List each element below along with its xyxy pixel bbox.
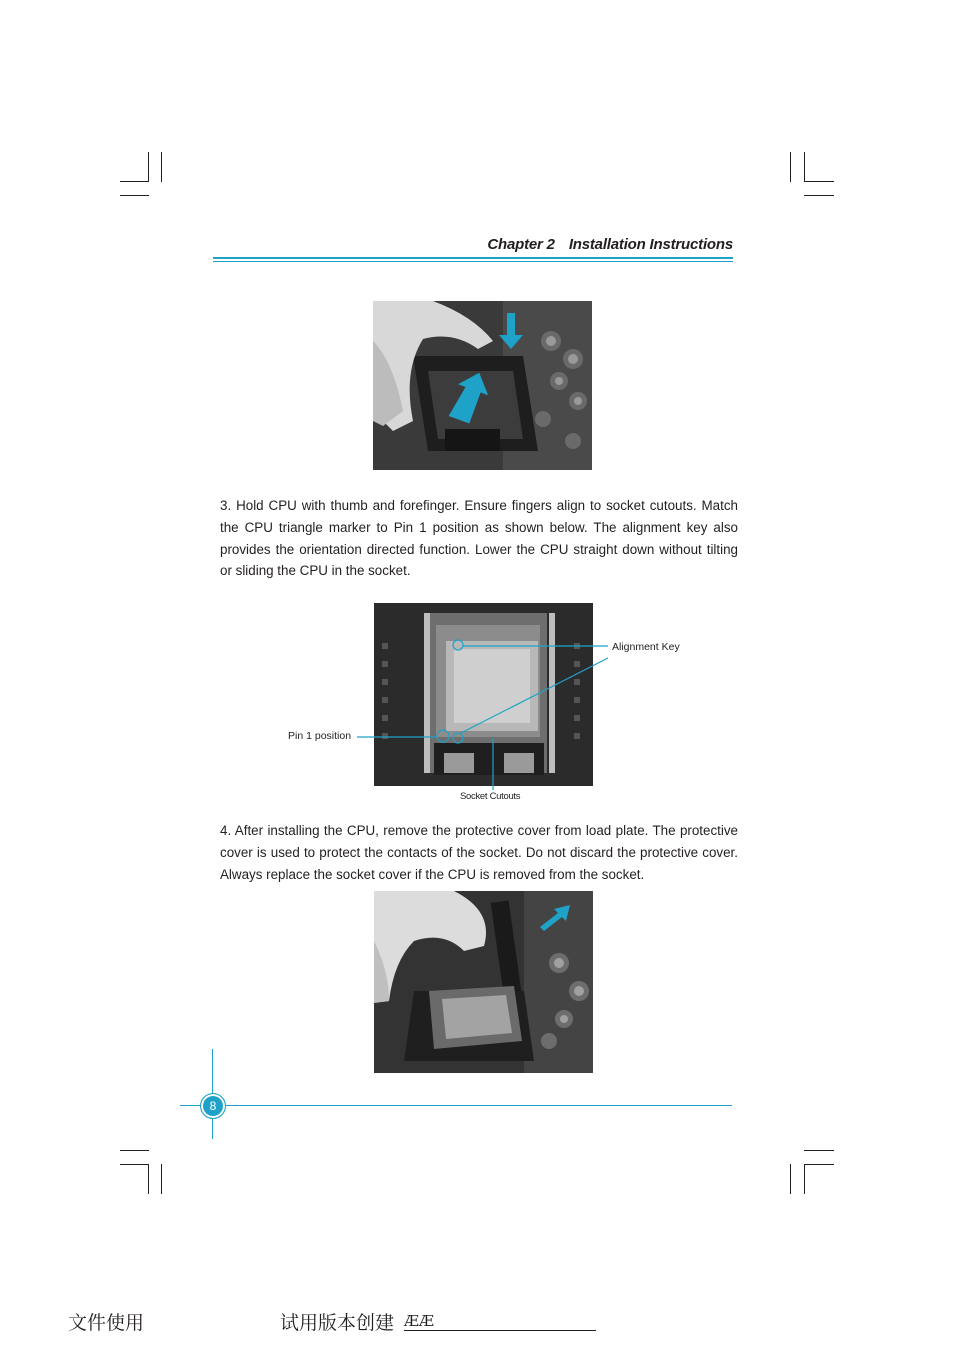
section-title: Installation Instructions [568, 236, 733, 253]
photo-remove-cover-art [374, 891, 593, 1073]
step-3-text: 3. Hold CPU with thumb and forefinger. Ensure fingers align to socket cutouts. Match the CPU triangle marker to Pin 1 position as shown below. The alignment key also provides the orientation directed function. Lower the CPU straight down without tilting or sliding the CPU in the socket. [220, 498, 738, 579]
alignment-key-leader-2 [461, 658, 608, 733]
footer-mark: ÆÆ [404, 1312, 435, 1330]
step-4-text: 4. After installing the CPU, remove the protective cover from load plate. The protective cover is used to protect the contacts of the socket. Do not discard the protective cover. Always replace the socket cover if the CPU is removed from the socket. [220, 823, 738, 882]
socket-cutouts-label: Socket Cutouts [460, 791, 521, 802]
footer-text-right: 试用版本创建 [280, 1312, 395, 1334]
alignment-key-label: Alignment Key [612, 641, 680, 653]
socket-cutout-marker [453, 733, 463, 743]
footer-text-left: 文件使用 [68, 1312, 145, 1334]
alignment-key-marker [453, 640, 463, 650]
pin1-marker [437, 730, 449, 742]
footer-underline [404, 1330, 596, 1331]
photo-remove-cover [374, 891, 593, 1073]
chapter-label: Chapter 2 [487, 236, 555, 253]
footer-rule [180, 1105, 732, 1106]
page-number-badge [200, 1093, 226, 1119]
page-number: 8 [209, 1099, 217, 1113]
pin1-label: Pin 1 position [288, 730, 352, 742]
